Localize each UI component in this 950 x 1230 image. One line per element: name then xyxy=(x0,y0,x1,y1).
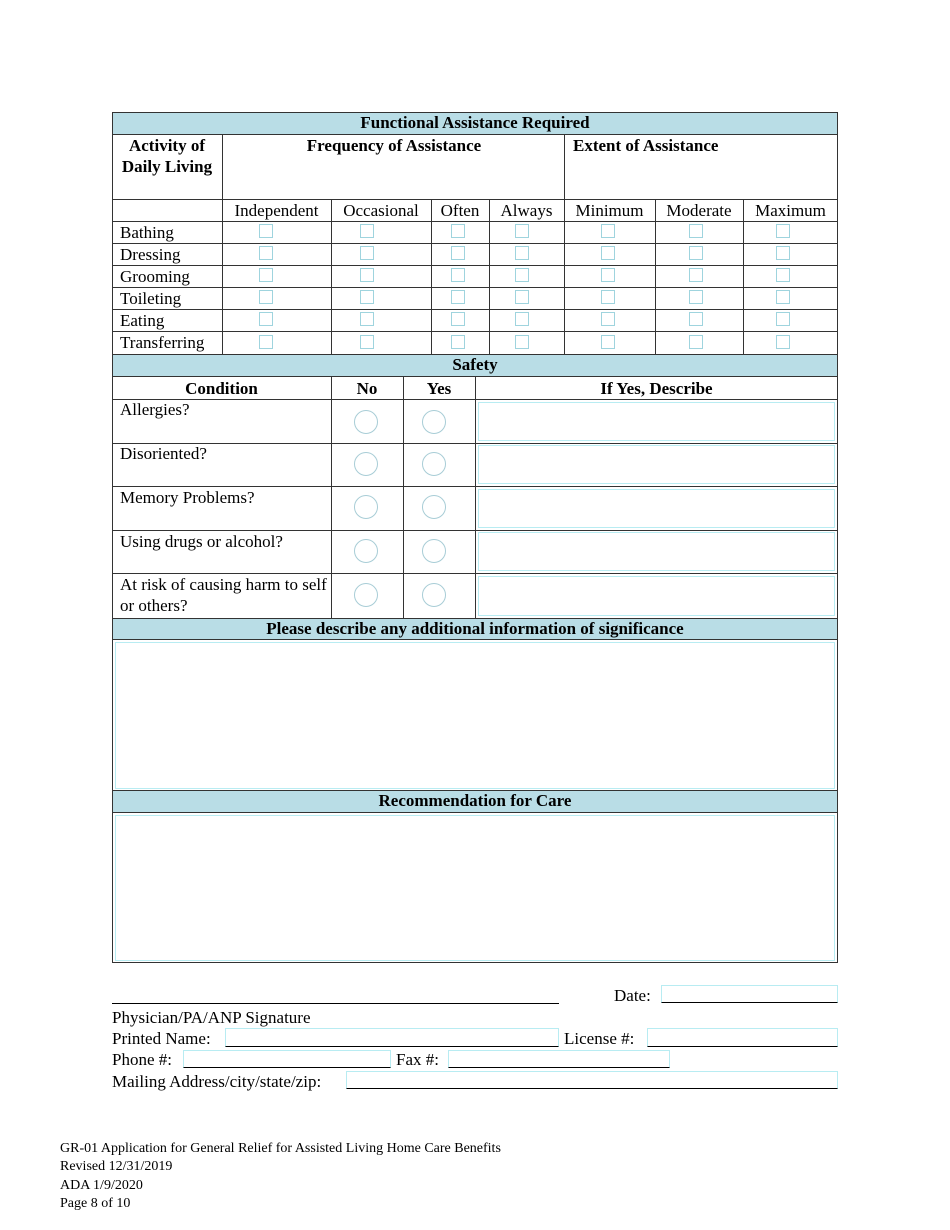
address-label: Mailing Address/city/state/zip: xyxy=(112,1072,322,1091)
row-bathing: Bathing xyxy=(120,223,174,242)
checkbox-grooming-minimum[interactable] xyxy=(601,268,615,282)
checkbox-toileting-moderate[interactable] xyxy=(689,290,703,304)
condition-header: Condition xyxy=(185,379,258,398)
disoriented-describe-field[interactable] xyxy=(478,445,835,484)
checkbox-transferring-always[interactable] xyxy=(515,335,529,349)
allergies-no-radio[interactable] xyxy=(354,410,378,434)
checkbox-toileting-maximum[interactable] xyxy=(776,290,790,304)
functional-assistance-title: Functional Assistance Required xyxy=(113,113,837,134)
row-transferring: Transferring xyxy=(120,333,205,352)
frequency-header: Frequency of Assistance xyxy=(306,136,482,155)
condition-disoriented: Disoriented? xyxy=(120,444,207,463)
checkbox-dressing-always[interactable] xyxy=(515,246,529,260)
footer-ada: ADA 1/9/2020 xyxy=(60,1178,143,1193)
checkbox-grooming-moderate[interactable] xyxy=(689,268,703,282)
allergies-describe-field[interactable] xyxy=(478,402,835,441)
footer-revised: Revised 12/31/2019 xyxy=(60,1159,173,1174)
condition-drugs-alcohol: Using drugs or alcohol? xyxy=(120,532,283,551)
allergies-yes-radio[interactable] xyxy=(422,410,446,434)
condition-memory-problems: Memory Problems? xyxy=(120,488,255,507)
checkbox-eating-occasional[interactable] xyxy=(360,312,374,326)
row-eating: Eating xyxy=(120,311,165,330)
date-label: Date: xyxy=(614,986,651,1005)
activity-header: Activity of Daily Living xyxy=(121,136,213,176)
condition-risk-of-harm: At risk of causing harm to self or others? xyxy=(120,575,327,615)
checkbox-grooming-occasional[interactable] xyxy=(360,268,374,282)
checkbox-eating-often[interactable] xyxy=(451,312,465,326)
additional-info-field[interactable] xyxy=(115,642,835,789)
col-occasional: Occasional xyxy=(343,201,419,220)
address-field[interactable] xyxy=(346,1071,838,1089)
recommendation-field[interactable] xyxy=(115,815,835,961)
checkbox-grooming-often[interactable] xyxy=(451,268,465,282)
footer-form-title: GR-01 Application for General Relief for Assisted Living Home Care Benefits xyxy=(60,1141,501,1156)
harm-no-radio[interactable] xyxy=(354,583,378,607)
col-often: Often xyxy=(440,201,480,220)
checkbox-transferring-often[interactable] xyxy=(451,335,465,349)
signature-line[interactable] xyxy=(112,1003,559,1004)
checkbox-transferring-independent[interactable] xyxy=(259,335,273,349)
extent-header: Extent of Assistance xyxy=(573,136,719,155)
checkbox-bathing-independent[interactable] xyxy=(259,224,273,238)
col-moderate: Moderate xyxy=(666,201,732,220)
checkbox-dressing-maximum[interactable] xyxy=(776,246,790,260)
checkbox-bathing-always[interactable] xyxy=(515,224,529,238)
disoriented-yes-radio[interactable] xyxy=(422,452,446,476)
harm-yes-radio[interactable] xyxy=(422,583,446,607)
fax-field[interactable] xyxy=(448,1050,670,1068)
footer-page-number: Page 8 of 10 xyxy=(60,1196,131,1211)
checkbox-bathing-maximum[interactable] xyxy=(776,224,790,238)
checkbox-bathing-minimum[interactable] xyxy=(601,224,615,238)
checkbox-transferring-moderate[interactable] xyxy=(689,335,703,349)
checkbox-bathing-moderate[interactable] xyxy=(689,224,703,238)
fax-label: Fax #: xyxy=(396,1050,439,1069)
drugs-no-radio[interactable] xyxy=(354,539,378,563)
phone-label: Phone #: xyxy=(112,1050,172,1069)
harm-describe-field[interactable] xyxy=(478,576,835,616)
describe-header: If Yes, Describe xyxy=(600,379,713,398)
checkbox-dressing-often[interactable] xyxy=(451,246,465,260)
memory-yes-radio[interactable] xyxy=(422,495,446,519)
checkbox-bathing-occasional[interactable] xyxy=(360,224,374,238)
checkbox-dressing-occasional[interactable] xyxy=(360,246,374,260)
checkbox-toileting-independent[interactable] xyxy=(259,290,273,304)
checkbox-dressing-moderate[interactable] xyxy=(689,246,703,260)
date-field[interactable] xyxy=(661,985,838,1003)
col-minimum: Minimum xyxy=(575,201,644,220)
row-dressing: Dressing xyxy=(120,245,181,264)
checkbox-transferring-occasional[interactable] xyxy=(360,335,374,349)
checkbox-eating-always[interactable] xyxy=(515,312,529,326)
checkbox-toileting-always[interactable] xyxy=(515,290,529,304)
additional-info-title: Please describe any additional information of significance xyxy=(113,619,837,639)
recommendation-title: Recommendation for Care xyxy=(113,791,837,812)
printed-name-label: Printed Name: xyxy=(112,1029,211,1048)
checkbox-eating-moderate[interactable] xyxy=(689,312,703,326)
condition-allergies: Allergies? xyxy=(120,400,190,419)
checkbox-dressing-minimum[interactable] xyxy=(601,246,615,260)
license-field[interactable] xyxy=(647,1028,838,1047)
memory-describe-field[interactable] xyxy=(478,489,835,528)
checkbox-toileting-often[interactable] xyxy=(451,290,465,304)
checkbox-grooming-maximum[interactable] xyxy=(776,268,790,282)
drugs-yes-radio[interactable] xyxy=(422,539,446,563)
memory-no-radio[interactable] xyxy=(354,495,378,519)
checkbox-transferring-minimum[interactable] xyxy=(601,335,615,349)
checkbox-eating-minimum[interactable] xyxy=(601,312,615,326)
drugs-describe-field[interactable] xyxy=(478,532,835,571)
checkbox-toileting-occasional[interactable] xyxy=(360,290,374,304)
checkbox-bathing-often[interactable] xyxy=(451,224,465,238)
signature-label: Physician/PA/ANP Signature xyxy=(112,1008,311,1027)
row-grooming: Grooming xyxy=(120,267,190,286)
license-label: License #: xyxy=(564,1029,635,1048)
checkbox-toileting-minimum[interactable] xyxy=(601,290,615,304)
col-always: Always xyxy=(500,201,553,220)
row-toileting: Toileting xyxy=(120,289,182,308)
no-header: No xyxy=(356,379,378,398)
checkbox-eating-independent[interactable] xyxy=(259,312,273,326)
checkbox-eating-maximum[interactable] xyxy=(776,312,790,326)
checkbox-grooming-always[interactable] xyxy=(515,268,529,282)
safety-title: Safety xyxy=(113,355,837,376)
phone-field[interactable] xyxy=(183,1050,391,1068)
checkbox-dressing-independent[interactable] xyxy=(259,246,273,260)
disoriented-no-radio[interactable] xyxy=(354,452,378,476)
checkbox-transferring-maximum[interactable] xyxy=(776,335,790,349)
col-maximum: Maximum xyxy=(755,201,826,220)
yes-header: Yes xyxy=(426,379,452,398)
printed-name-field[interactable] xyxy=(225,1028,559,1047)
col-independent: Independent xyxy=(234,201,319,220)
checkbox-grooming-independent[interactable] xyxy=(259,268,273,282)
